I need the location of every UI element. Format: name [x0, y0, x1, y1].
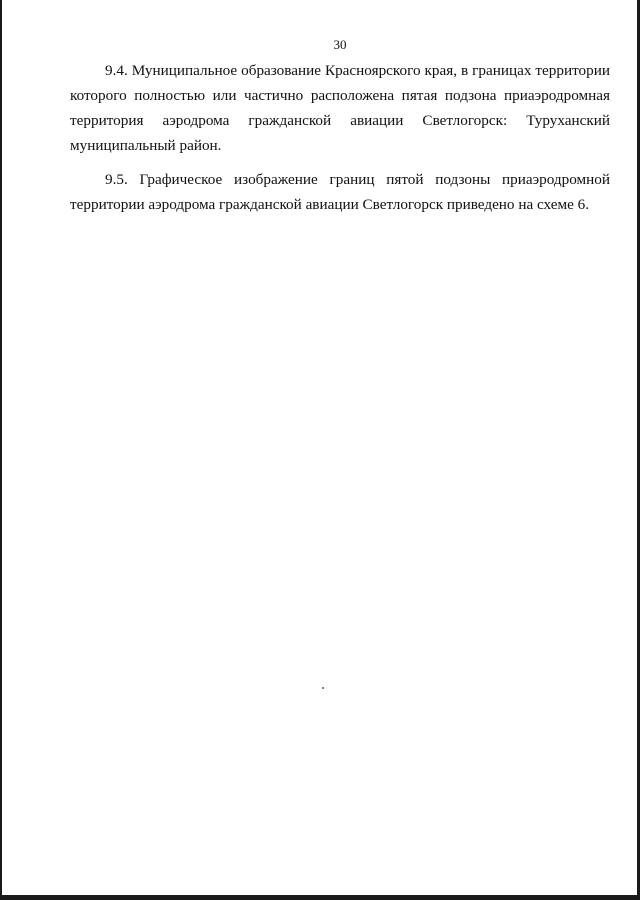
scan-border-left — [0, 0, 2, 900]
page-number: 30 — [333, 37, 347, 52]
text-line: территория аэродрома гражданской авиации Светлогорск: Туруханский — [70, 112, 610, 129]
document-body — [70, 58, 610, 226]
paragraph-9-4 — [70, 58, 610, 158]
text-line: муниципальный район. — [70, 137, 222, 154]
scan-border-bottom — [0, 895, 640, 900]
text-line: которого полностью или частично расположена пятая подзона приаэродромная — [70, 87, 610, 104]
paragraph-9-5 — [70, 167, 610, 217]
text-line: 9.4. Муниципальное образование Красноярского края, в границах территории — [105, 62, 610, 79]
text-line: территории аэродрома гражданской авиации Светлогорск приведено на схеме 6. — [70, 196, 590, 213]
scan-speck — [322, 687, 324, 689]
text-line: 9.5. Графическое изображение границ пятой подзоны приаэродромной — [105, 171, 610, 188]
